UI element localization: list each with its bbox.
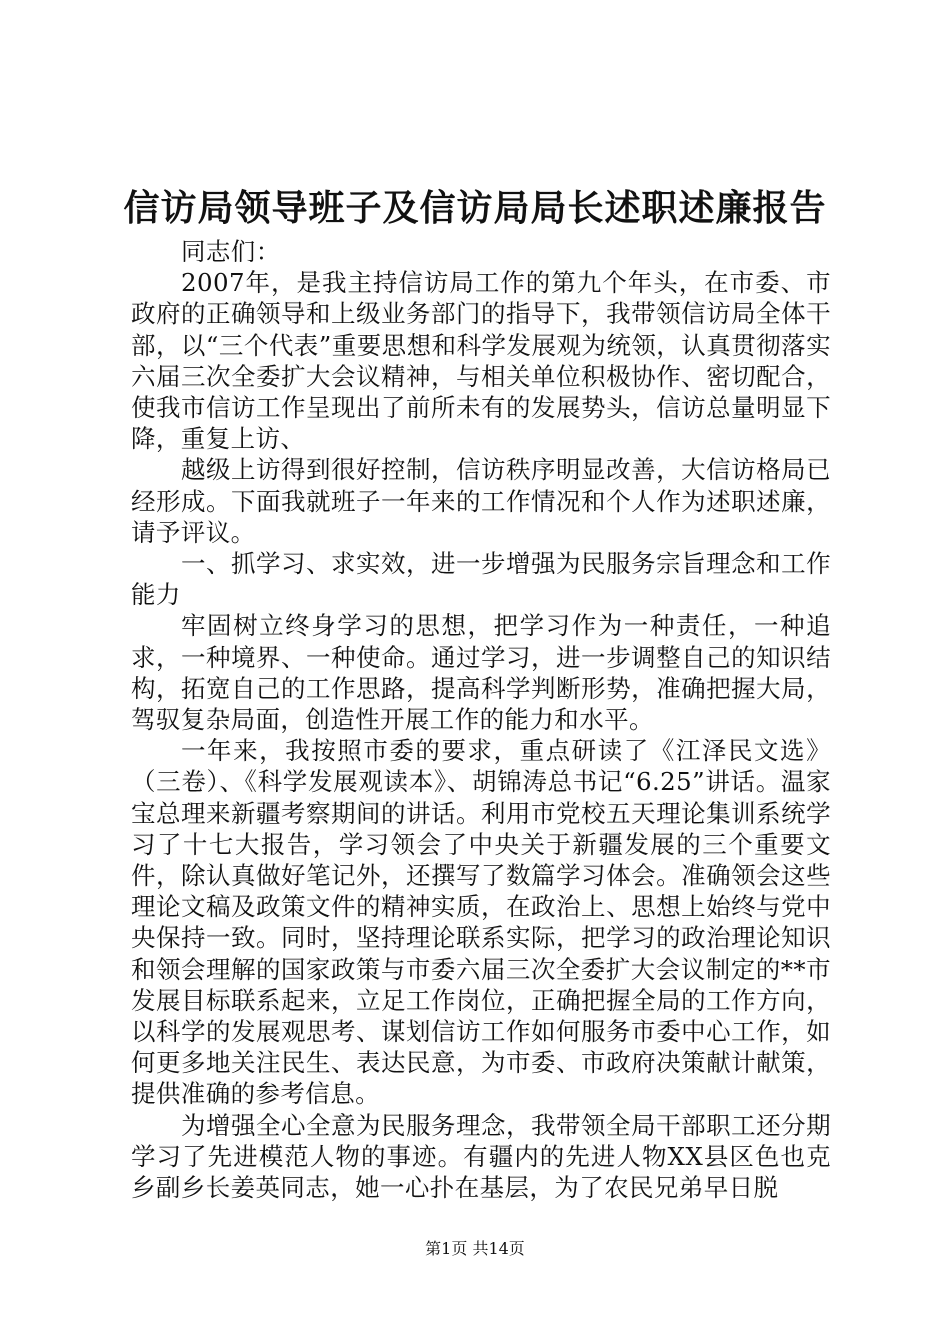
salutation: 同志们： — [181, 237, 281, 266]
document-title: 信访局领导班子及信访局局长述职述廉报告 — [123, 187, 827, 229]
section-heading: 一、抓学习、求实效，进一步增强为民服务宗旨理念和工作能力 — [131, 549, 831, 610]
paragraph: 2007年，是我主持信访局工作的第九个年头，在市委、市政府的正确领导和上级业务部门的指导下，我带领信访局全体干部，以“三个代表”重要思想和科学发展观为统领，认真贯彻落实六届三次全委扩大会议精神，与相关单位积极协作、密切配合，使我市信访工作呈现出了前所未有的发展势头，信访总量明显下降，重复上访、 — [131, 268, 831, 454]
paragraph: 一年来，我按照市委的要求，重点研读了《江泽民文选》（三卷）、《科学发展观读本》、胡锦涛总书记“6.25”讲话。温家宝总理来新疆考察期间的讲话。利用市党校五天理论集训系统学习了十七大报告，学习领会了中央关于新疆发展的三个重要文件，除认真做好笔记外，还撰写了数篇学习体会。准确领会这些理论文稿及政策文件的精神实质，在政治上、思想上始终与党中央保持一致。同时，坚持理论联系实际，把学习的政治理论知识和领会理解的国家政策与市委六届三次全委扩大会议制定的**市发展目标联系起来，立足工作岗位，正确把握全局的工作方向，以科学的发展观思考、谋划信访工作如何服务市委中心工作，如何更多地关注民生、表达民意，为市委、市政府决策献计献策，提供准确的参考信息。 — [131, 736, 831, 1109]
page-number: 第1页 共14页 — [425, 1239, 525, 1258]
document-body — [131, 236, 831, 1203]
paragraph: 越级上访得到很好控制，信访秩序明显改善，大信访格局已经形成。下面我就班子一年来的工作情况和个人作为述职述廉，请予评议。 — [131, 455, 831, 547]
paragraph: 为增强全心全意为民服务理念，我带领全局干部职工还分期学习了先进模范人物的事迹。有疆内的先进人物XX县区色也克乡副乡长姜英同志，她一心扑在基层，为了农民兄弟早日脱 — [131, 1110, 831, 1203]
paragraph: 牢固树立终身学习的思想，把学习作为一种责任，一种追求，一种境界、一种使命。通过学习，进一步调整自己的知识结构，拓宽自己的工作思路，提高科学判断形势，准确把握大局，驾驭复杂局面，创造性开展工作的能力和水平。 — [131, 611, 831, 735]
